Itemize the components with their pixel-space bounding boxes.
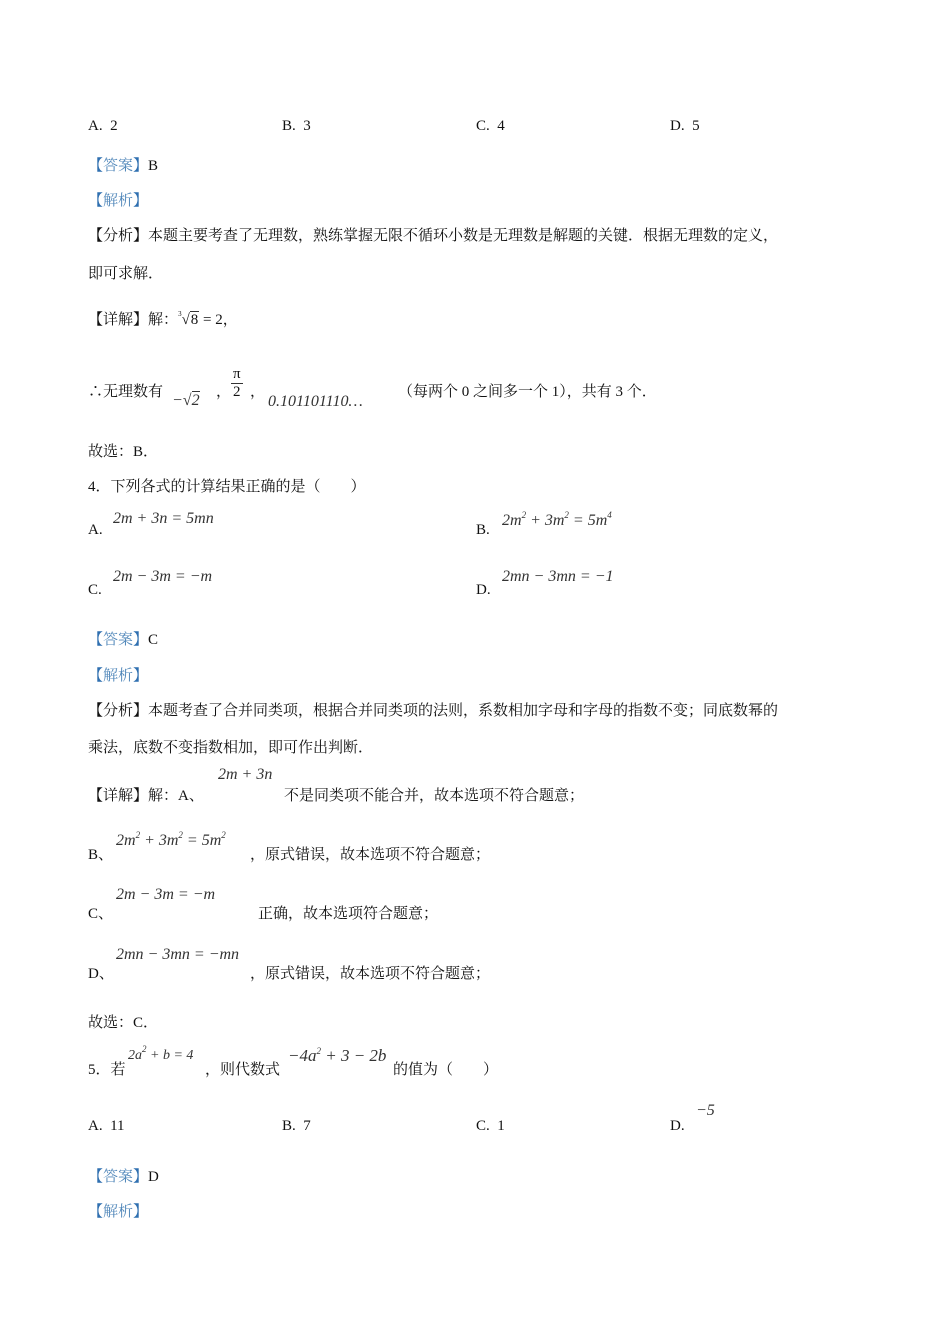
q4-option-b-letter: B. <box>476 522 490 538</box>
q4-xiangjie-a: 【详解】解：A、 <box>88 788 204 804</box>
q3-option-b: B. 3 <box>282 118 311 134</box>
q4-analysis-tag: 【解析】 <box>88 668 149 684</box>
answer-tag: 【答案】 <box>88 158 149 174</box>
q4-option-d-letter: D. <box>476 582 491 598</box>
q4-detail-b-prefix: B、 <box>88 847 114 863</box>
cube-root: $^3$√8 <box>178 310 199 328</box>
q5-option-a: A. 11 <box>88 1118 125 1134</box>
q4-detail-c-text: 正确，故本选项符合题意； <box>258 906 439 922</box>
q4-option-a-letter: A. <box>88 522 103 538</box>
q5-option-c: C. 1 <box>476 1118 505 1134</box>
q4-answer: 【答案】C <box>88 632 159 648</box>
q4-detail-a-text: 不是同类项不能合并，故本选项不符合题意； <box>284 788 585 804</box>
q4-detail-a-expr: 2m + 3n <box>218 766 273 783</box>
q4-option-b-expr: $2m^2 + 3m^2 = 5m^4$ <box>502 510 612 529</box>
q5-option-d-value: −5 <box>696 1102 715 1119</box>
q4-detail-d-expr: 2mn − 3mn = −mn <box>116 946 240 963</box>
q4-option-c-expr: 2m − 3m = −m <box>113 568 213 585</box>
neg-sqrt2: −√2 <box>172 392 200 409</box>
q3-choose: 故选：B． <box>88 444 159 460</box>
q4-detail-d-prefix: D、 <box>88 966 114 982</box>
q3-fenxi-line2: 即可求解． <box>88 266 164 282</box>
q4-option-a-expr: 2m + 3n = 5mn <box>113 510 214 527</box>
q4-detail-b-text: ，原式错误，故本选项不符合题意； <box>250 847 491 863</box>
q4-detail-c-expr: 2m − 3m = −m <box>116 886 216 903</box>
q4-detail-b-expr: $2m^2 + 3m^2 = 5m^2$ <box>116 830 226 849</box>
q4-stem: 4．下列各式的计算结果正确的是（ ） <box>88 479 366 495</box>
q3-option-d: D. 5 <box>670 118 700 134</box>
q5-analysis-tag: 【解析】 <box>88 1204 149 1220</box>
q3-fenxi: 【分析】本题主要考查了无理数，熟练掌握无限不循环小数是无理数是解题的关键．根据无理数的定义， <box>88 228 779 244</box>
q4-choose: 故选：C． <box>88 1015 159 1031</box>
q4-option-d-expr: 2mn − 3mn = −1 <box>502 568 614 585</box>
pi-over-2: $\frac{\pi}{2}$ <box>233 366 241 400</box>
q3-analysis-tag: 【解析】 <box>88 193 149 209</box>
q5-option-d-letter: D. <box>670 1118 685 1134</box>
q4-detail-d-text: ，原式错误，故本选项不符合题意； <box>250 966 491 982</box>
q4-fenxi: 【分析】本题考查了合并同类项，根据合并同类项的法则，系数相加字母和字母的指数不变；同底数幂的 <box>88 703 779 719</box>
q4-detail-c-prefix: C、 <box>88 906 114 922</box>
q5-option-b: B. 7 <box>282 1118 311 1134</box>
q3-answer: 【答案】B <box>88 158 159 174</box>
q3-option-a: A. 2 <box>88 118 118 134</box>
q5-answer: 【答案】D <box>88 1169 159 1185</box>
q4-option-c-letter: C. <box>88 582 102 598</box>
q3-option-c: C. 4 <box>476 118 505 134</box>
q3-xiangjie: 【详解】解：$^3$√8 = 2， <box>88 310 238 328</box>
q4-fenxi-line2: 乘法，底数不变指数相加，即可作出判断． <box>88 740 374 756</box>
